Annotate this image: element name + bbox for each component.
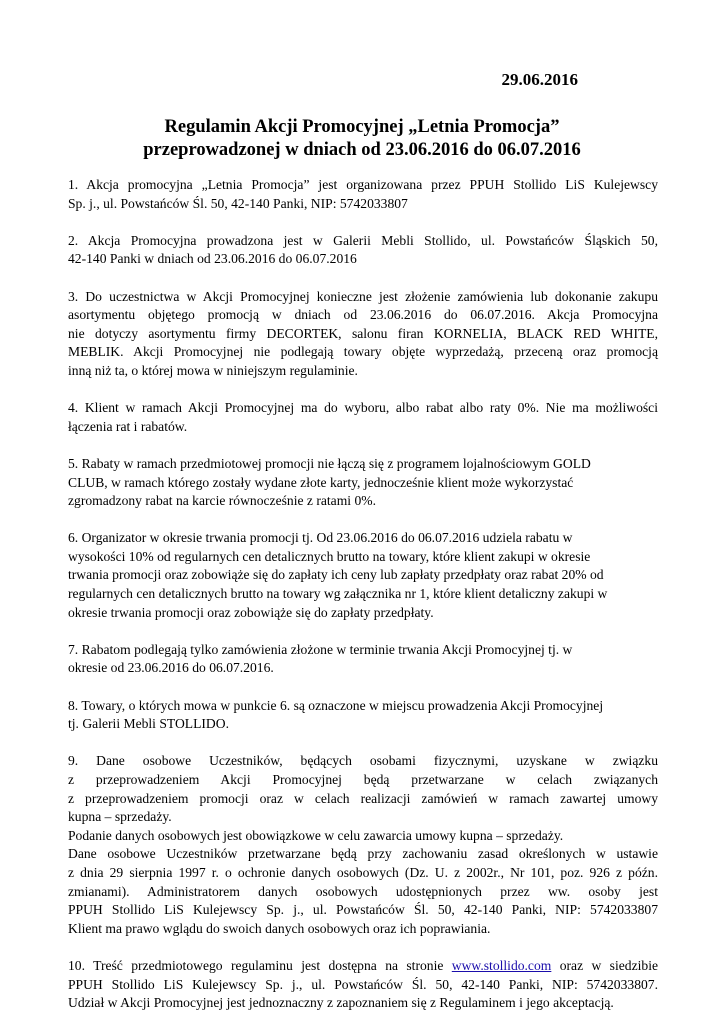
- text-line: 2. Akcja Promocyjna prowadzona jest w Galerii Mebli Stollido, ul. Powstańców Śląskich 50,: [68, 232, 658, 248]
- website-link[interactable]: www.stollido.com: [451, 957, 552, 973]
- text-line: [68, 957, 658, 976]
- text-line: trwania promocji oraz zobowiąże się do zapłaty ich ceny lub zapłaty przedpłaty oraz rabat 20% od: [68, 567, 604, 583]
- text-line: z przeprowadzeniem Akcji Promocyjnej będą przetwarzane w celach związanych: [68, 772, 658, 787]
- paragraph-10: [68, 957, 658, 1013]
- text-fragment: 10. Treść przedmiotowego regulaminu jest dostępna na stronie: [68, 957, 452, 973]
- text-line: Sp. j., ul. Powstańców Śl. 50, 42-140 Panki, NIP: 5742033807: [68, 195, 408, 211]
- text-line: 42-140 Panki w dniach od 23.06.2016 do 06.07.2016: [68, 251, 357, 267]
- text-line: Udział w Akcji Promocyjnej jest jednoznaczny z zapoznaniem się z Regulaminem i jego akceptacją.: [68, 995, 614, 1011]
- text-fragment: oraz w siedzibie: [551, 957, 659, 973]
- text-line: 4. Klient w ramach Akcji Promocyjnej ma do wyboru, albo rabat albo raty 0%. Nie ma możliwości: [68, 400, 658, 416]
- paragraph-4: [68, 399, 658, 436]
- text-line: PPUH Stollido LiS Kulejewscy Sp. j., ul. Powstańców Śl. 50, 42-140 Panki, NIP: 5742033807: [68, 902, 658, 918]
- text-line: Klient ma prawo wglądu do swoich danych osobowych oraz ich poprawiania.: [68, 920, 491, 936]
- document-date: 29.06.2016: [501, 70, 578, 89]
- text-line: nie dotyczy asortymentu firmy DECORTEK, salonu firan KORNELIA, BLACK RED WHITE,: [68, 325, 658, 341]
- paragraph-7: [68, 641, 658, 678]
- paragraph-1: [68, 176, 658, 213]
- text-line: 3. Do uczestnictwa w Akcji Promocyjnej konieczne jest złożenie zamówienia lub dokonanie zakupu: [68, 288, 658, 304]
- text-line: z dnia 29 sierpnia 1997 r. o ochronie danych osobowych (Dz. U. z 2002r., Nr 101, poz. 926 z późn.: [68, 864, 658, 880]
- title-line-2: przeprowadzonej w dniach od 23.06.2016 do 06.07.2016: [143, 140, 581, 160]
- paragraph-5: [68, 455, 658, 511]
- paragraph-8: [68, 697, 658, 734]
- text-line: MEBLIK. Akcji Promocyjnej nie podlegają towary objęte wyprzedażą, przeceną oraz promocją: [68, 344, 658, 360]
- text-line: okresie od 23.06.2016 do 06.07.2016.: [68, 660, 274, 676]
- text-line: zgromadzony rabat na karcie równocześnie z ratami 0%.: [68, 493, 376, 509]
- text-line: 5. Rabaty w ramach przedmiotowej promocji nie łączą się z programem lojalnościowym GOLD: [68, 455, 591, 471]
- text-line: z przeprowadzeniem promocji oraz w celach realizacji zamówień w ramach zawartej umowy: [68, 790, 658, 806]
- text-line: okresie trwania promocji oraz zobowiąże się do zapłaty przedpłaty.: [68, 604, 434, 620]
- text-line: wysokości 10% od regularnych cen detalicznych brutto na towary, które klient zakupi w okresie: [68, 548, 591, 564]
- paragraph-3: [68, 288, 658, 381]
- text-line: 1. Akcja promocyjna „Letnia Promocja” jest organizowana przez PPUH Stollido LiS Kulejewscy: [68, 177, 658, 192]
- text-line: Dane osobowe Uczestników przetwarzane będą przy zachowaniu zasad określonych w ustawie: [68, 846, 658, 862]
- text-line: 8. Towary, o których mowa w punkcie 6. są oznaczone w miejscu prowadzenia Akcji Promocyjnej: [68, 697, 604, 713]
- text-line: asortymentu objętego promocją w dniach od 23.06.2016 do 06.07.2016. Akcja Promocyjna: [68, 307, 658, 323]
- text-line: CLUB, w ramach którego zostały wydane złote karty, jednocześnie klient może wykorzystać: [68, 474, 574, 490]
- text-line: 7. Rabatom podlegają tylko zamówienia złożone w terminie trwania Akcji Promocyjnej tj. w: [68, 641, 573, 657]
- text-line: regularnych cen detalicznych brutto na towary wg załącznika nr 1, które klient detaliczny zakupi w: [68, 586, 608, 602]
- text-line: 6. Organizator w okresie trwania promocji tj. Od 23.06.2016 do 06.07.2016 udziela rabatu w: [68, 530, 573, 546]
- document-title: [0, 116, 724, 162]
- text-line: kupna – sprzedaży.: [68, 809, 172, 825]
- paragraph-9: [68, 752, 658, 938]
- text-line: łączenia rat i rabatów.: [68, 418, 188, 434]
- text-line: Podanie danych osobowych jest obowiązkowe w celu zawarcia umowy kupna – sprzedaży.: [68, 827, 564, 843]
- title-line-1: Regulamin Akcji Promocyjnej „Letnia Promocja”: [164, 117, 560, 137]
- document-body: [68, 176, 658, 1031]
- paragraph-6: [68, 529, 658, 622]
- text-line: PPUH Stollido LiS Kulejewscy Sp. j., ul. Powstańców Śl. 50, 42-140 Panki, NIP: 5742033807.: [68, 976, 658, 992]
- paragraph-2: [68, 232, 658, 269]
- text-line: zmianami). Administratorem danych osobowych udostępnionych przez ww. osoby jest: [68, 883, 658, 899]
- text-line: tj. Galerii Mebli STOLLIDO.: [68, 716, 229, 732]
- text-line: 9. Dane osobowe Uczestników, będących osobami fizycznymi, uzyskane w związku: [68, 753, 658, 769]
- text-line: inną niż ta, o której mowa w niniejszym regulaminie.: [68, 362, 358, 378]
